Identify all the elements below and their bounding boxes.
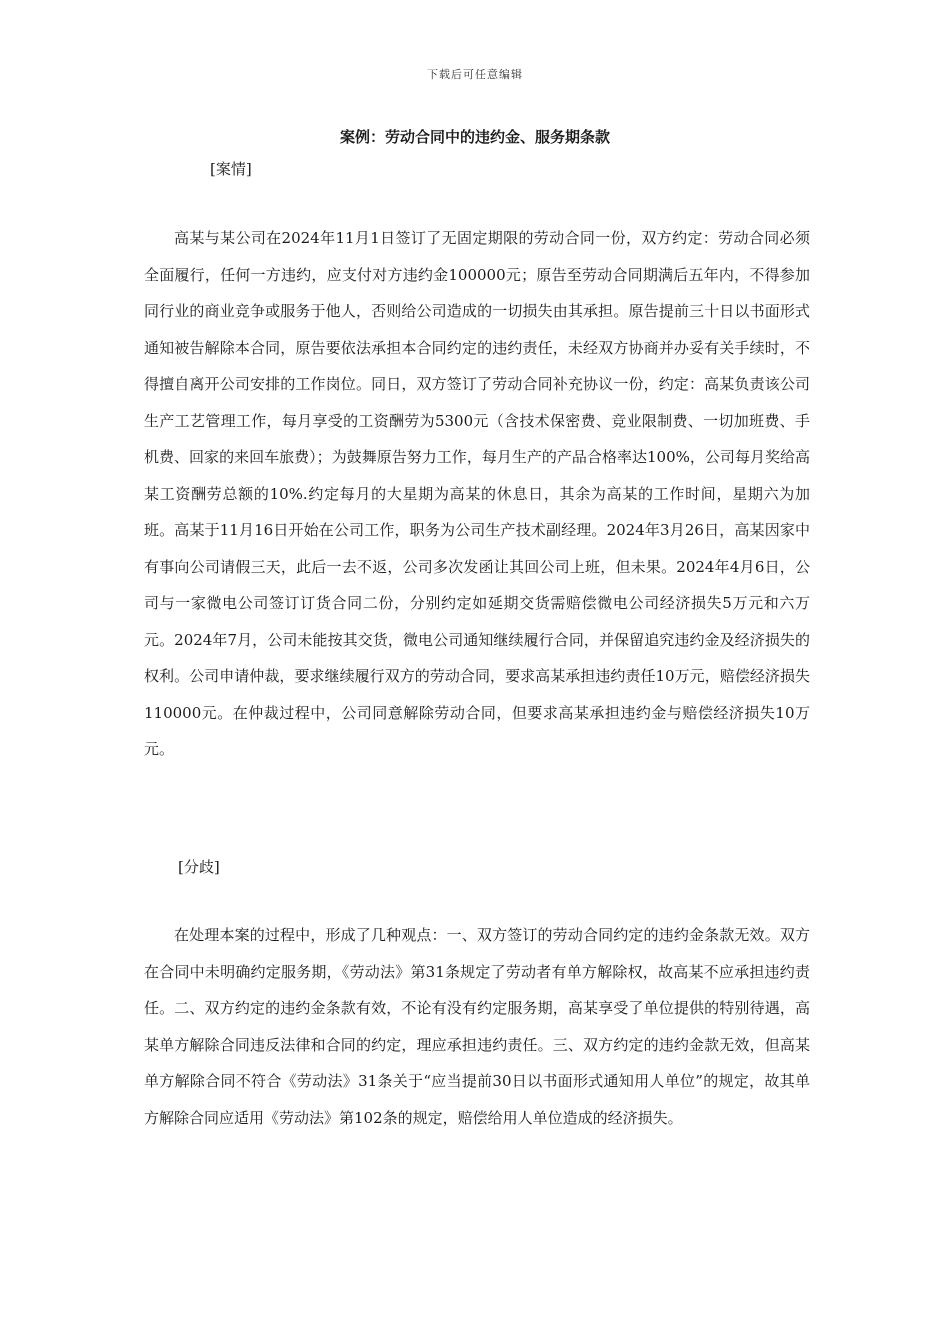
header-note: 下载后可任意编辑 [427,68,523,81]
disagreement-paragraph: 在处理本案的过程中，形成了几种观点：一、双方签订的劳动合同约定的违约金条款无效。双方在合同中未明确约定服务期，《劳动法》第31条规定了劳动者有单方解除权，故高某不应承担违约责任。二、双方约定的违约金条款有效，不论有没有约定服务期，高某享受了单位提供的特别待遇，高某单方解除合同违反法律和合同的约定，理应承担违约责任。三、双方约定的违约金款无效，但高某单方解除合同不符合《劳动法》31条关于“应当提前30日以书面形式通知用人单位”的规定，故其单方解除合同应适用《劳动法》第102条的规定，赔偿给用人单位造成的经济损失。 [144,926,810,1127]
section-label-disagreement: [分歧] [178,858,220,876]
case-paragraph: 高某与某公司在2024年11月1日签订了无固定期限的劳动合同一份，双方约定：劳动合同必须全面履行，任何一方违约，应支付对方违约金100000元；原告至劳动合同期满后五年内，不得参加同行业的商业竞争或服务于他人，否则给公司造成的一切损失由其承担。原告提前三十日以书面形式通知被告解除本合同，原告要依法承担本合同约定的违约责任，未经双方协商并办妥有关手续时，不得擅自离开公司安排的工作岗位。同日，双方签订了劳动合同补充协议一份，约定：高某负责该公司生产工艺管理工作，每月享受的工资酬劳为5300元（含技术保密费、竞业限制费、一切加班费、手机费、回家的来回车旅费）；为鼓舞原告努力工作，每月生产的产品合格率达100%，公司每月奖给高某工资酬劳总额的10%.约定每月的大星期为高某的休息日，其余为高某的工作时间，星期六为加班。高某于11月16日开始在公司工作，职务为公司生产技术副经理。2024年3月26日，高某因家中有事向公司请假三天，此后一去不返，公司多次发函让其回公司上班，但未果。2024年4月6日，公司与一家微电公司签订订货合同二份，分别约定如延期交货需赔偿微电公司经济损失5万元和六万元。2024年7月，公司未能按其交货，微电公司通知继续履行合同，并保留追究违约金及经济损失的权利。公司申请仲裁，要求继续履行双方的劳动合同，要求高某承担违约责任10万元，赔偿经济损失110000元。在仲裁过程中，公司同意解除劳动合同，但要求高某承担违约金与赔偿经济损失10万元。 [144,229,810,758]
section-label-case: [案情] [210,160,252,178]
page-title: 案例：劳动合同中的违约金、服务期条款 [339,128,610,146]
